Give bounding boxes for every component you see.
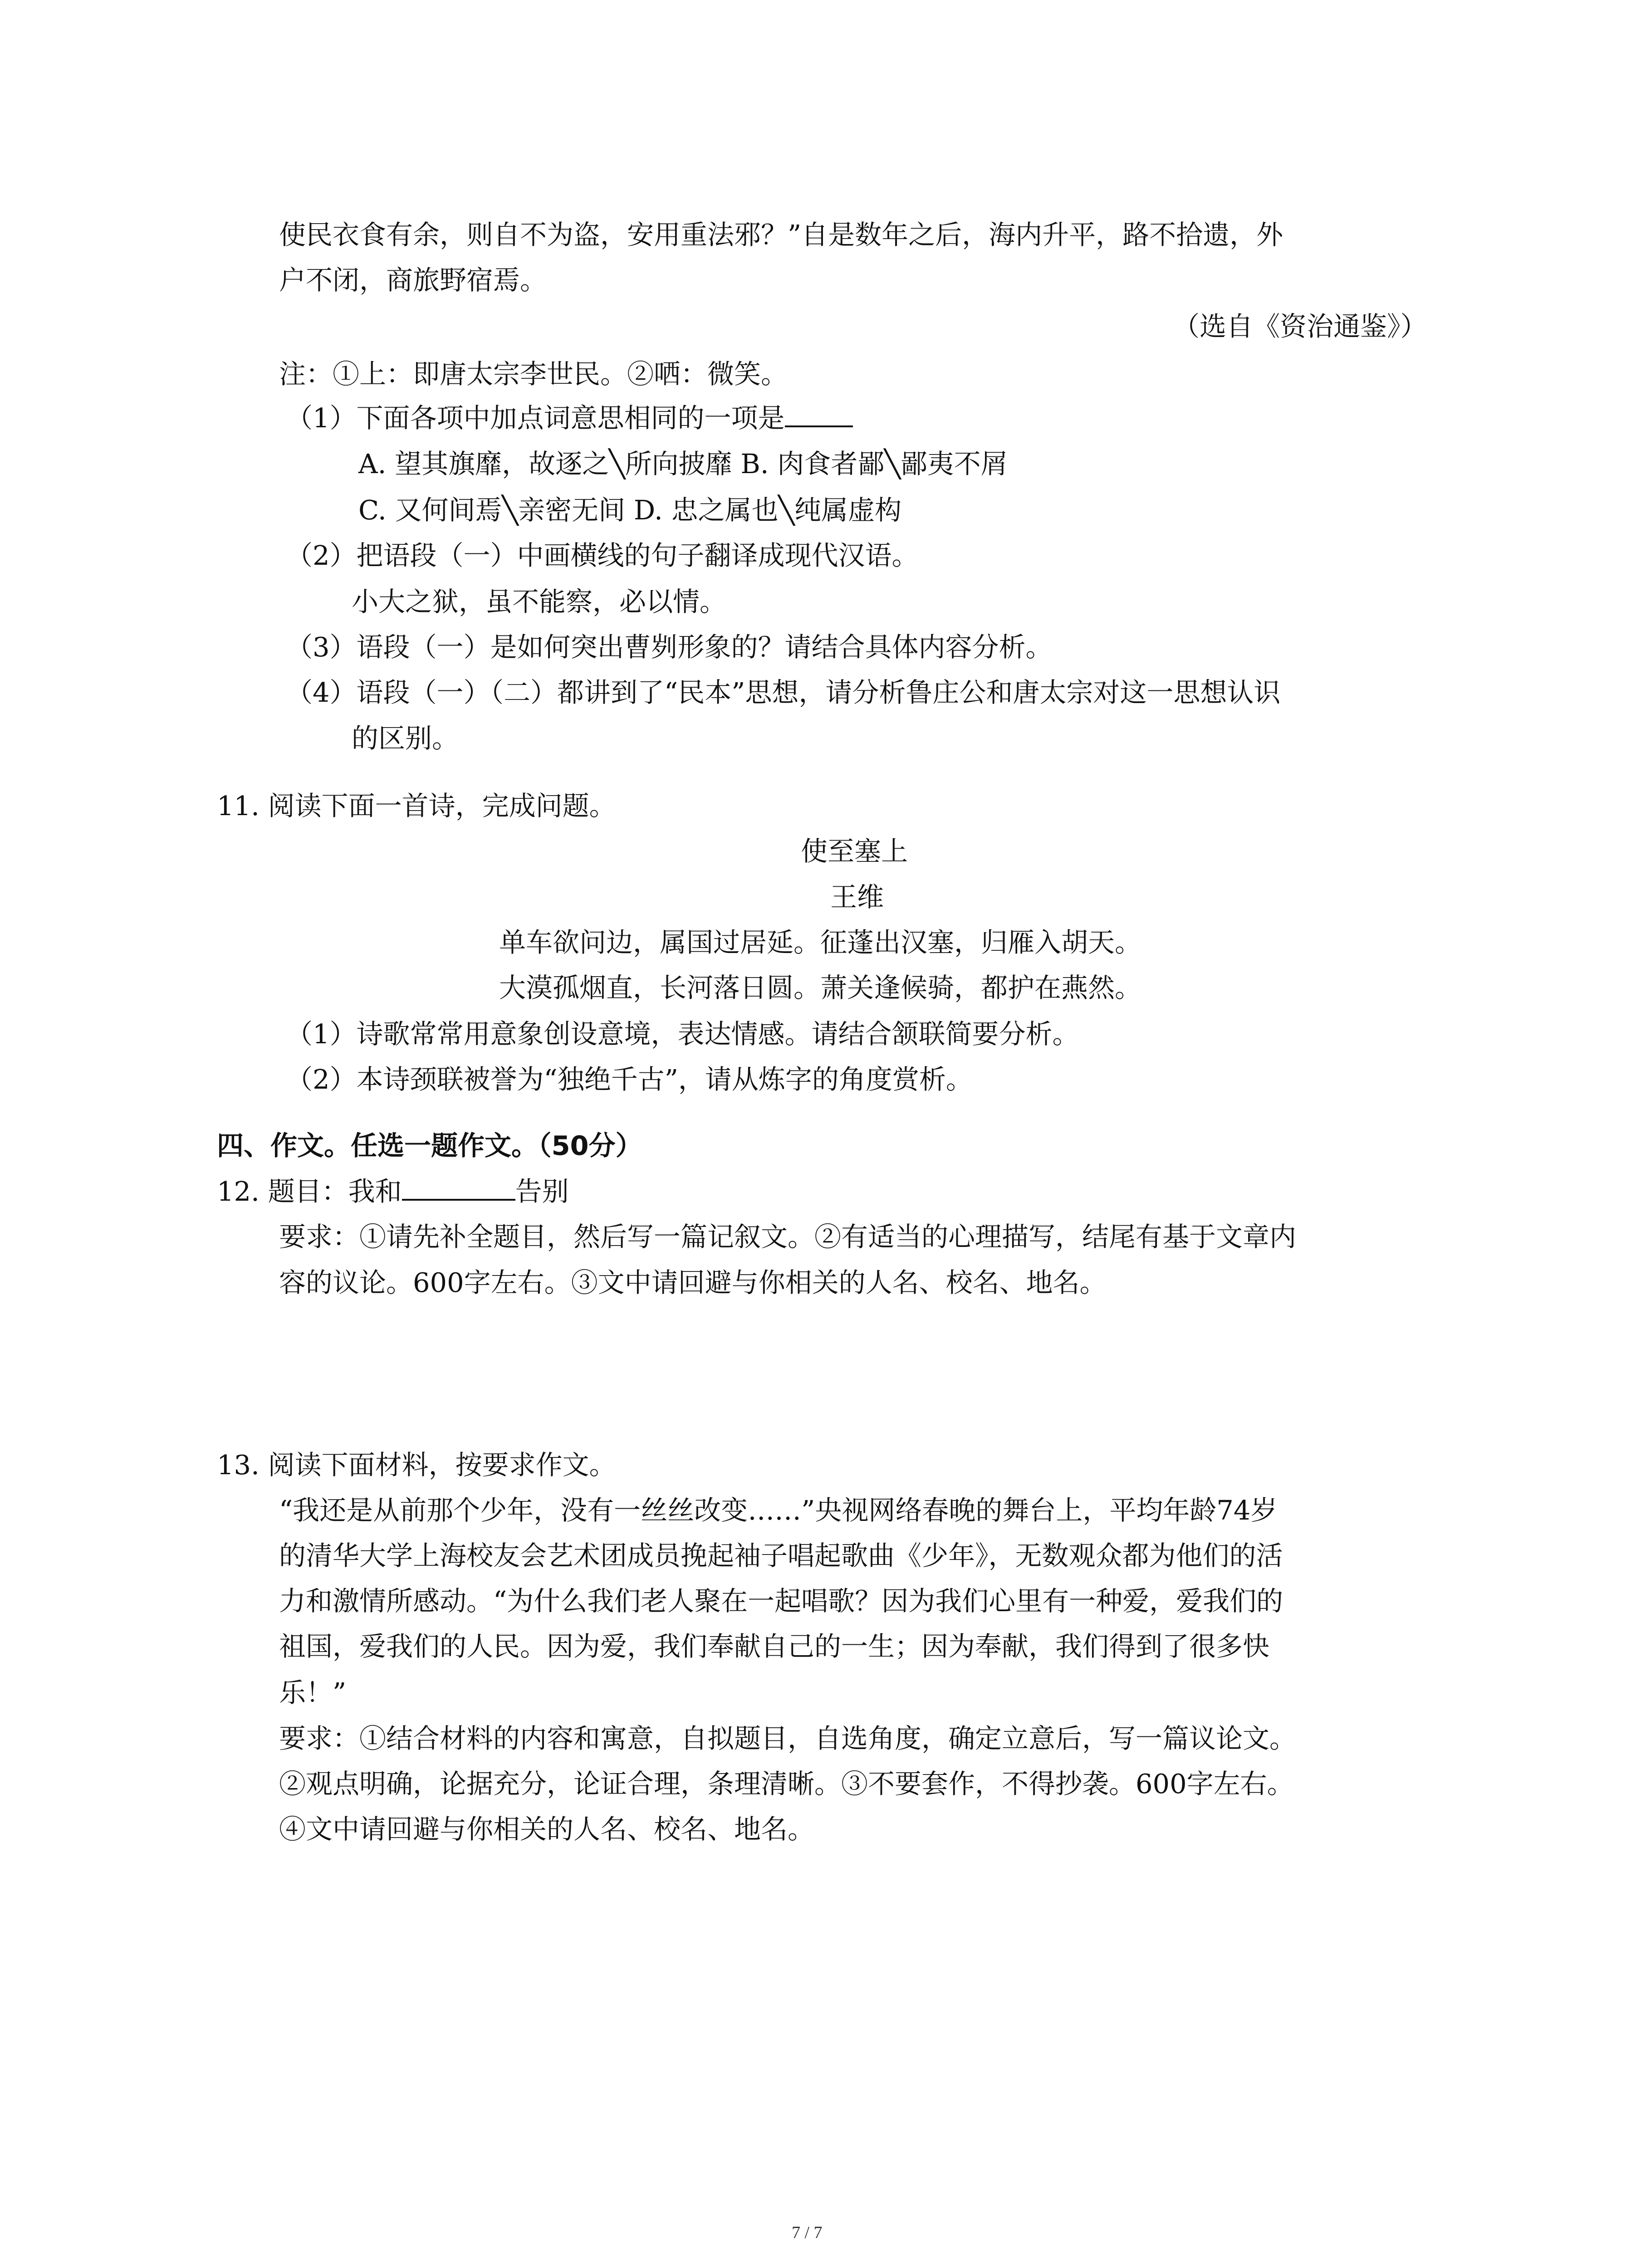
q10-sub2: （2）把语段（一）中画横线的句子翻译成现代汉语。 xyxy=(286,540,919,571)
q12-title xyxy=(217,1173,569,1210)
q12-requirement: 容的议论。600字左右。③文中请回避与你相关的人名、校名、地名。 xyxy=(279,1267,1107,1298)
poem-line: 大漠孤烟直，长河落日圆。萧关逢候骑，都护在燕然。 xyxy=(499,972,1142,1003)
q10-sub3: （3）语段（一）是如何突出曹刿形象的？请结合具体内容分析。 xyxy=(286,631,1053,663)
section-heading: 四、作文。任选一题作文。（50分） xyxy=(217,1130,642,1161)
q13-requirement: ④文中请回避与你相关的人名、校名、地名。 xyxy=(279,1813,815,1845)
q13-prompt: 13. 阅读下面材料，按要求作文。 xyxy=(217,1449,616,1481)
page-number: 7 / 7 xyxy=(792,2223,823,2242)
q13-material: “我还是从前那个少年，没有一丝丝改变……”央视网络春晚的舞台上，平均年龄74岁 xyxy=(279,1495,1278,1526)
passage-note: 注：①上：即唐太宗李世民。②哂：微笑。 xyxy=(279,358,788,390)
q13-material: 力和激情所感动。“为什么我们老人聚在一起唱歌？因为我们心里有一种爱，爱我们的 xyxy=(279,1585,1283,1617)
passage-line: 户不闭，商旅野宿焉。 xyxy=(279,264,547,296)
q10-options-ab: A. 望其旗靡，故逐之╲所向披靡 B. 肉食者鄙╲鄙夷不屑 xyxy=(358,448,1008,479)
q12-requirement: 要求：①请先补全题目，然后写一篇记叙文。②有适当的心理描写，结尾有基于文章内 xyxy=(279,1221,1297,1252)
q10-options-cd: C. 又何间焉╲亲密无间 D. 忠之属也╲纯属虚构 xyxy=(358,494,902,526)
q10-sub4: （4）语段（一）（二）都讲到了“民本”思想，请分析鲁庄公和唐太宗对这一思想认识 xyxy=(286,677,1281,708)
q13-material: 乐！” xyxy=(279,1677,347,1708)
passage-line: 使民衣食有余，则自不为盗，安用重法邪？”自是数年之后，海内升平，路不拾遗，外 xyxy=(279,219,1283,250)
title-blank xyxy=(402,1173,515,1201)
poem-title: 使至塞上 xyxy=(801,836,908,867)
q13-material: 祖国，爱我们的人民。因为爱，我们奉献自己的一生；因为奉献，我们得到了很多快 xyxy=(279,1631,1270,1662)
q11-sub1: （1）诗歌常常用意象创设意境，表达情感。请结合颔联简要分析。 xyxy=(286,1018,1079,1050)
q13-requirement: ②观点明确，论据充分，论证合理，条理清晰。③不要套作，不得抄袭。600字左右。 xyxy=(279,1768,1294,1799)
q13-material: 的清华大学上海校友会艺术团成员挽起袖子唱起歌曲《少年》，无数观众都为他们的活 xyxy=(279,1540,1283,1571)
q10-sub2-sentence: 小大之狱，虽不能察，必以情。 xyxy=(352,586,727,617)
q13-requirement: 要求：①结合材料的内容和寓意，自拟题目，自选角度，确定立意后，写一篇议论文。 xyxy=(279,1723,1297,1754)
q10-sub4-cont: 的区别。 xyxy=(352,723,459,754)
q11-prompt: 11. 阅读下面一首诗，完成问题。 xyxy=(217,790,616,821)
q10-sub1-text: （1）下面各项中加点词意思相同的一项是 xyxy=(286,402,785,434)
poem-author: 王维 xyxy=(830,881,884,913)
passage-source: （选自《资治通鉴》） xyxy=(1173,311,1427,342)
q12-title-suffix: 告别 xyxy=(515,1176,569,1207)
q11-sub2: （2）本诗颈联被誉为“独绝千古”，请从炼字的角度赏析。 xyxy=(286,1064,973,1095)
q10-sub1 xyxy=(286,400,853,436)
poem-line: 单车欲问边，属国过居延。征蓬出汉塞，归雁入胡天。 xyxy=(499,927,1142,958)
answer-blank xyxy=(785,400,853,427)
q12-title-prefix: 12. 题目：我和 xyxy=(217,1176,402,1207)
